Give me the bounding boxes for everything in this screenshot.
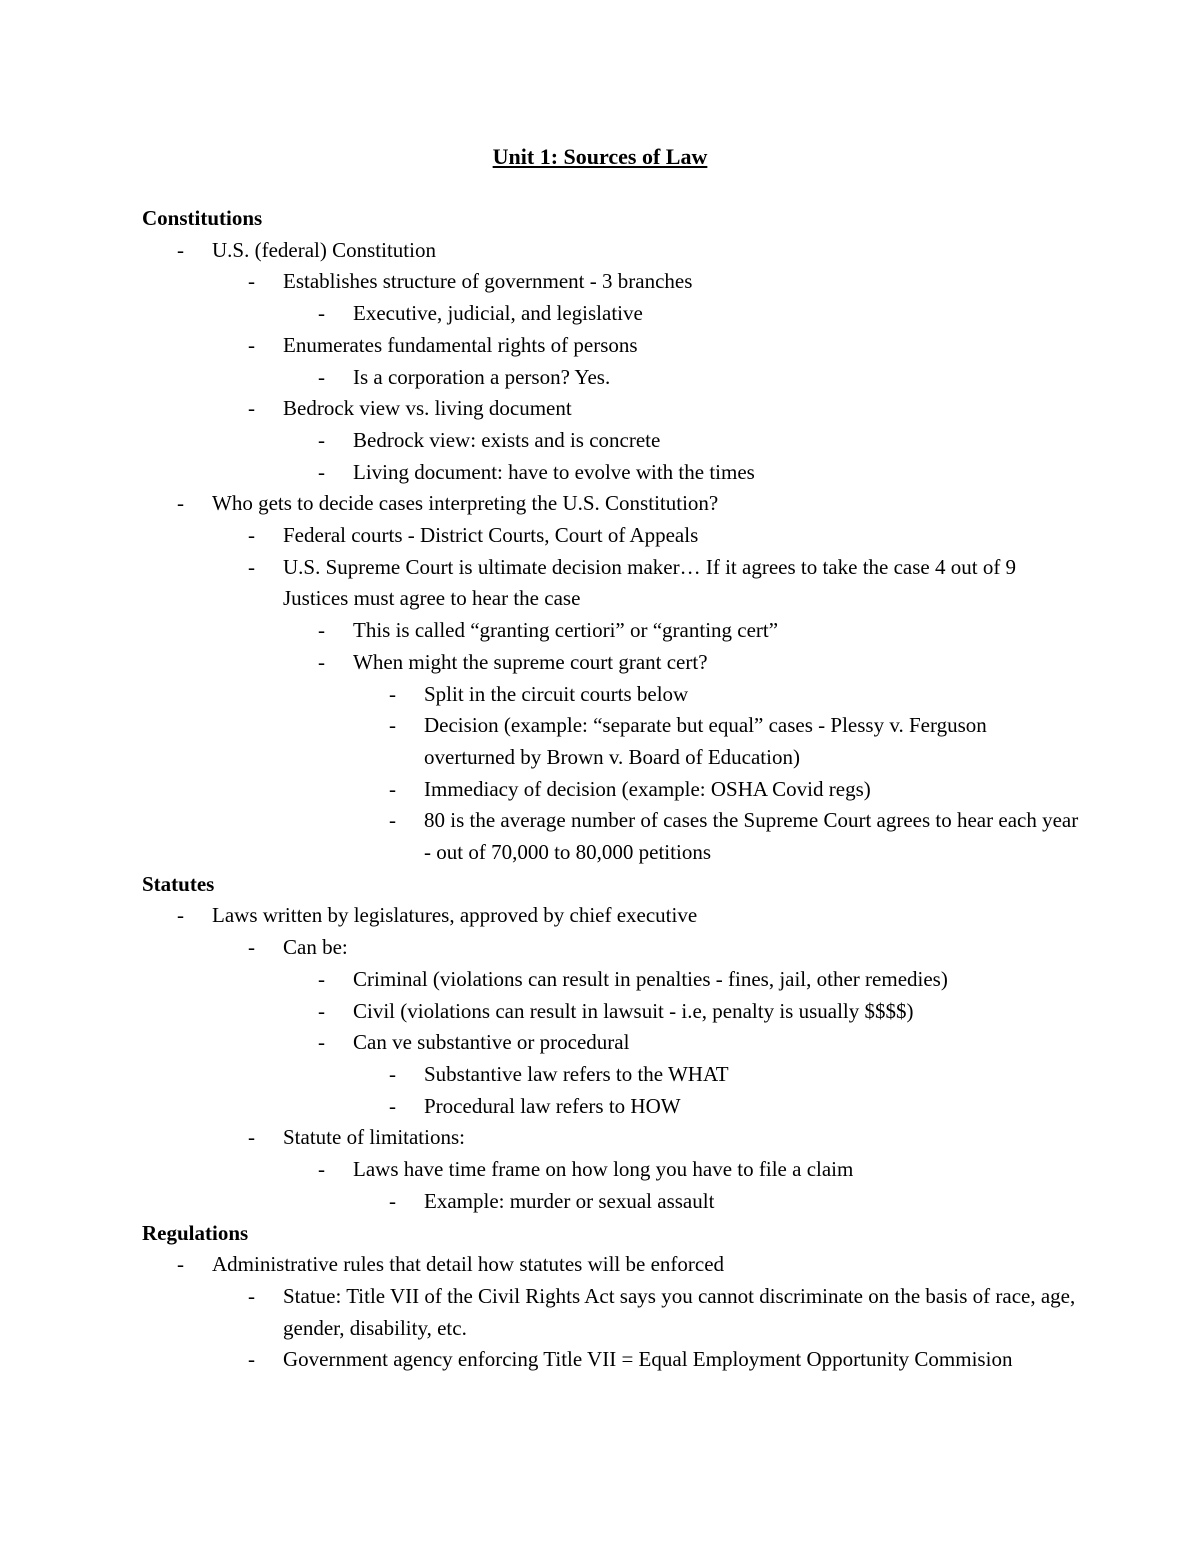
outline-item-text: Laws written by legislatures, approved by chief executive [212, 903, 698, 928]
outline-item-text: Who gets to decide cases interpreting the U.S. Constitution? [212, 491, 719, 516]
outline-item-text: Laws have time frame on how long you have to file a claim [353, 1157, 854, 1182]
outline-item [142, 1122, 1082, 1154]
outline-item-text: Substantive law refers to the WHAT [424, 1061, 729, 1086]
outline-item [142, 1027, 1082, 1059]
outline-item [142, 298, 1082, 330]
bullet-dash: - [248, 935, 255, 960]
bullet-dash: - [248, 332, 255, 357]
bullet-dash: - [318, 364, 325, 389]
bullet-dash: - [389, 713, 396, 738]
outline-item-text: Statute of limitations: [283, 1125, 465, 1150]
outline-item [142, 1344, 1082, 1376]
outline-item [142, 1186, 1082, 1218]
outline-item-text: Executive, judicial, and legislative [353, 301, 643, 326]
section-heading: Regulations [142, 1220, 249, 1245]
outline-item-text: Statue: Title VII of the Civil Rights Act says you cannot discriminate on the basis of race, age, gender, disability, etc. [283, 1283, 1076, 1340]
bullet-dash: - [318, 998, 325, 1023]
outline-item [142, 1281, 1082, 1344]
section-heading: Constitutions [142, 206, 263, 230]
bullet-dash: - [318, 427, 325, 452]
outline-item [142, 805, 1082, 868]
outline-item [142, 457, 1082, 489]
bullet-dash: - [389, 808, 396, 833]
outline-item [142, 393, 1082, 425]
outline-item [142, 647, 1082, 679]
bullet-dash: - [177, 903, 184, 928]
bullet-dash: - [389, 776, 396, 801]
outline-item-text: Criminal (violations can result in penalties - fines, jail, other remedies) [353, 966, 948, 991]
outline-item [142, 615, 1082, 647]
outline-item-text: Government agency enforcing Title VII = Equal Employment Opportunity Commision [283, 1347, 1013, 1372]
outline-item-text: Immediacy of decision (example: OSHA Covid regs) [424, 776, 871, 801]
outline-item [142, 266, 1082, 298]
outline-item [142, 679, 1082, 711]
bullet-dash: - [248, 269, 255, 294]
outline-item-text: Is a corporation a person? Yes. [353, 364, 611, 389]
outline-item-text: Can ve substantive or procedural [353, 1030, 630, 1055]
outline-item [142, 552, 1082, 615]
outline-item-text: Split in the circuit courts below [424, 681, 689, 706]
outline-item-text: Civil (violations can result in lawsuit - i.e, penalty is usually $$$$) [353, 998, 914, 1023]
outline-item-text: Decision (example: “separate but equal” cases - Plessy v. Ferguson overturned by Brown v. Board of Education) [424, 713, 987, 769]
bullet-dash: - [318, 459, 325, 484]
outline-item-text: Can be: [283, 935, 348, 960]
outline-item-text: Bedrock view: exists and is concrete [353, 427, 661, 452]
outline-item [142, 330, 1082, 362]
bullet-dash: - [248, 523, 255, 548]
section-heading: Statutes [142, 871, 215, 896]
outline-item [142, 900, 1082, 932]
bullet-dash: - [318, 618, 325, 643]
bullet-dash: - [389, 681, 396, 706]
bullet-dash: - [389, 1188, 396, 1213]
outline-item [142, 964, 1082, 996]
outline-item [142, 425, 1082, 457]
outline-item [142, 1091, 1082, 1123]
bullet-dash: - [389, 1093, 396, 1118]
outline-item-text: Establishes structure of government - 3 branches [283, 269, 693, 294]
outline-item [142, 774, 1082, 806]
bullet-dash: - [248, 1283, 255, 1308]
bullet-dash: - [318, 1030, 325, 1055]
outline-item [142, 1154, 1082, 1186]
bullet-dash: - [177, 491, 184, 516]
outline-item-text: U.S. Supreme Court is ultimate decision maker… If it agrees to take the case 4 out of 9 Justices must agree to hear the case [283, 554, 1017, 611]
outline-item [142, 520, 1082, 552]
bullet-dash: - [248, 1347, 255, 1372]
outline-item [142, 710, 1082, 773]
outline-item [142, 932, 1082, 964]
bullet-dash: - [318, 966, 325, 991]
outline-item-text: Bedrock view vs. living document [283, 396, 572, 421]
outline-item-text: U.S. (federal) Constitution [212, 237, 436, 262]
outline-item-text: 80 is the average number of cases the Supreme Court agrees to hear each year - out of 70,000 to 80,000 petitions [424, 808, 1079, 865]
bullet-dash: - [389, 1061, 396, 1086]
outline-item-text: When might the supreme court grant cert? [353, 649, 708, 674]
outline-item [142, 488, 1082, 520]
bullet-dash: - [318, 1157, 325, 1182]
bullet-dash: - [248, 1125, 255, 1150]
bullet-dash: - [318, 649, 325, 674]
outline-item [142, 362, 1082, 394]
outline-item-text: Federal courts - District Courts, Court of Appeals [283, 523, 699, 548]
page-title: Unit 1: Sources of Law [492, 144, 708, 169]
outline-item-text: Enumerates fundamental rights of persons [283, 332, 638, 357]
bullet-dash: - [177, 1252, 184, 1277]
outline-item [142, 235, 1082, 267]
bullet-dash: - [248, 554, 255, 579]
outline-item [142, 1059, 1082, 1091]
bullet-dash: - [318, 301, 325, 326]
outline-item-text: Example: murder or sexual assault [424, 1188, 715, 1213]
outline-item-text: Living document: have to evolve with the times [353, 459, 755, 484]
outline-item [142, 996, 1082, 1028]
bullet-dash: - [177, 237, 184, 262]
outline-item-text: Administrative rules that detail how statutes will be enforced [212, 1252, 725, 1277]
bullet-dash: - [248, 396, 255, 421]
document-body [142, 203, 1082, 1376]
outline-item [142, 1249, 1082, 1281]
outline-item-text: This is called “granting certiori” or “granting cert” [353, 618, 779, 643]
outline-item-text: Procedural law refers to HOW [424, 1093, 681, 1118]
